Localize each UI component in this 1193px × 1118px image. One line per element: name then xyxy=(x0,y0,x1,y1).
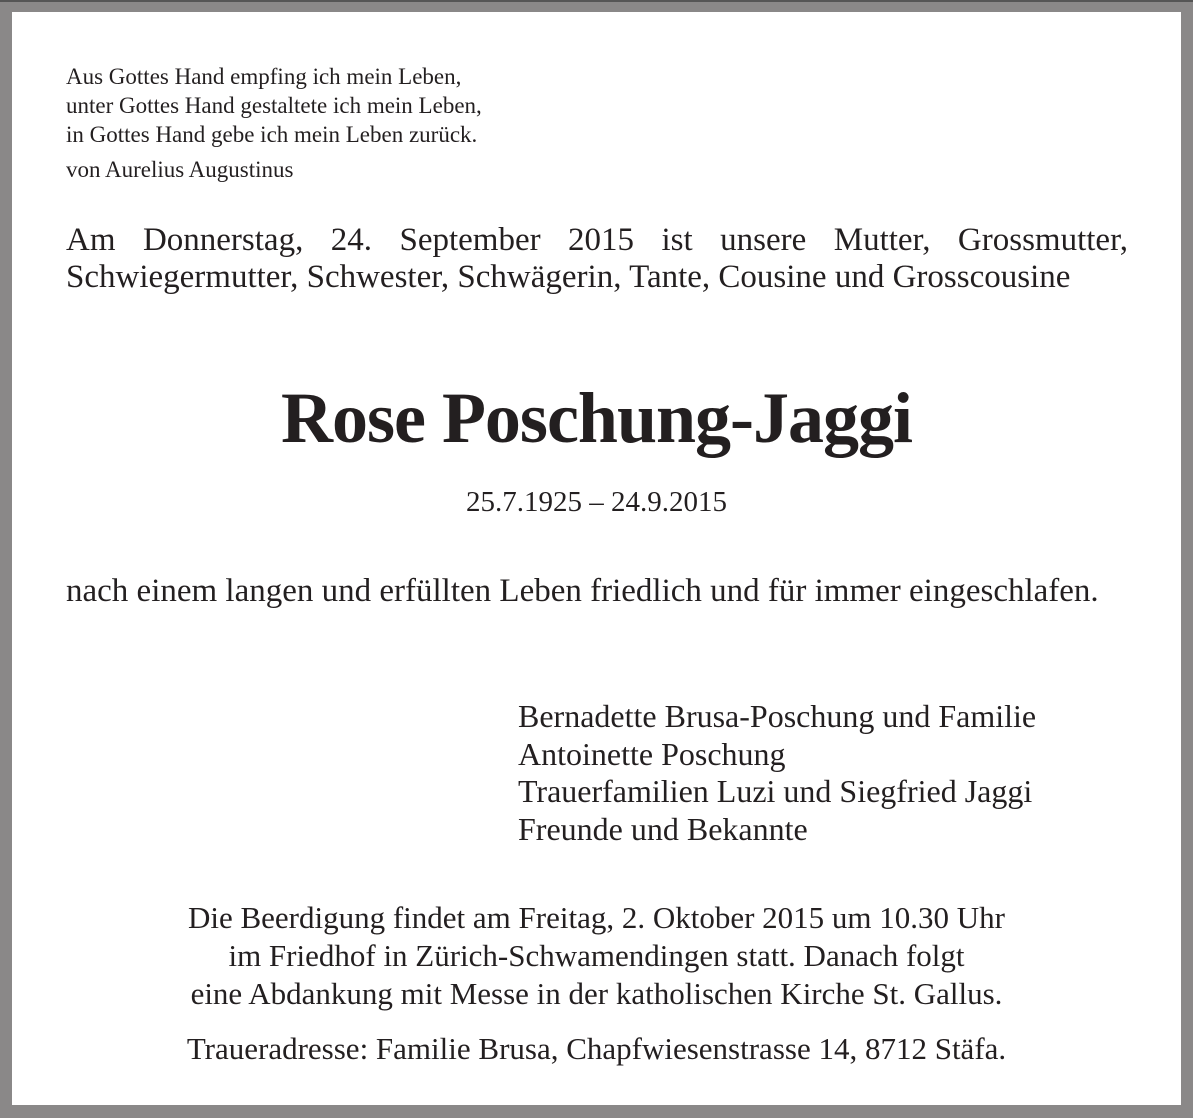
quote xyxy=(66,62,482,184)
funeral-line: eine Abdankung mit Messe in der katholischen Kirche St. Gallus. xyxy=(190,976,1003,1011)
mourner: Trauerfamilien Luzi und Siegfried Jaggi xyxy=(518,773,1033,809)
mourning-address: Traueradresse: Familie Brusa, Chapfwiesenstrasse 14, 8712 Stäfa. xyxy=(186,1031,1007,1066)
funeral-details xyxy=(12,899,1181,1013)
intro-paragraph: Am Donnerstag, 24. September 2015 ist unsere Mutter, Grossmutter, Schwiegermutter, Schwester, Schwägerin, Tante, Cousine und Grosscousine xyxy=(66,222,1128,295)
quote-line: in Gottes Hand gebe ich mein Leben zurück. xyxy=(66,122,478,147)
mourner: Freunde und Bekannte xyxy=(518,810,808,847)
deceased-name: Rose Poschung-Jaggi xyxy=(280,378,913,458)
quote-line: unter Gottes Hand gestaltete ich mein Leben, xyxy=(66,93,482,118)
funeral-line: im Friedhof in Zürich-Schwamendingen statt. Danach folgt xyxy=(228,938,965,973)
quote-author: von Aurelius Augustinus xyxy=(66,157,294,182)
mourners-list xyxy=(518,698,1036,848)
mourner: Bernadette Brusa-Poschung und Familie xyxy=(518,698,1037,734)
top-border xyxy=(0,0,1193,2)
obituary-page xyxy=(12,12,1181,1105)
funeral-line: Die Beerdigung findet am Freitag, 2. Oktober 2015 um 10.30 Uhr xyxy=(187,900,1006,935)
quote-line: Aus Gottes Hand empfing ich mein Leben, xyxy=(66,64,462,89)
mourner: Antoinette Poschung xyxy=(518,735,786,772)
life-dates: 25.7.1925 – 24.9.2015 xyxy=(466,486,727,518)
outro-paragraph: nach einem langen und erfüllten Leben friedlich und für immer eingeschlafen. xyxy=(66,573,1099,609)
